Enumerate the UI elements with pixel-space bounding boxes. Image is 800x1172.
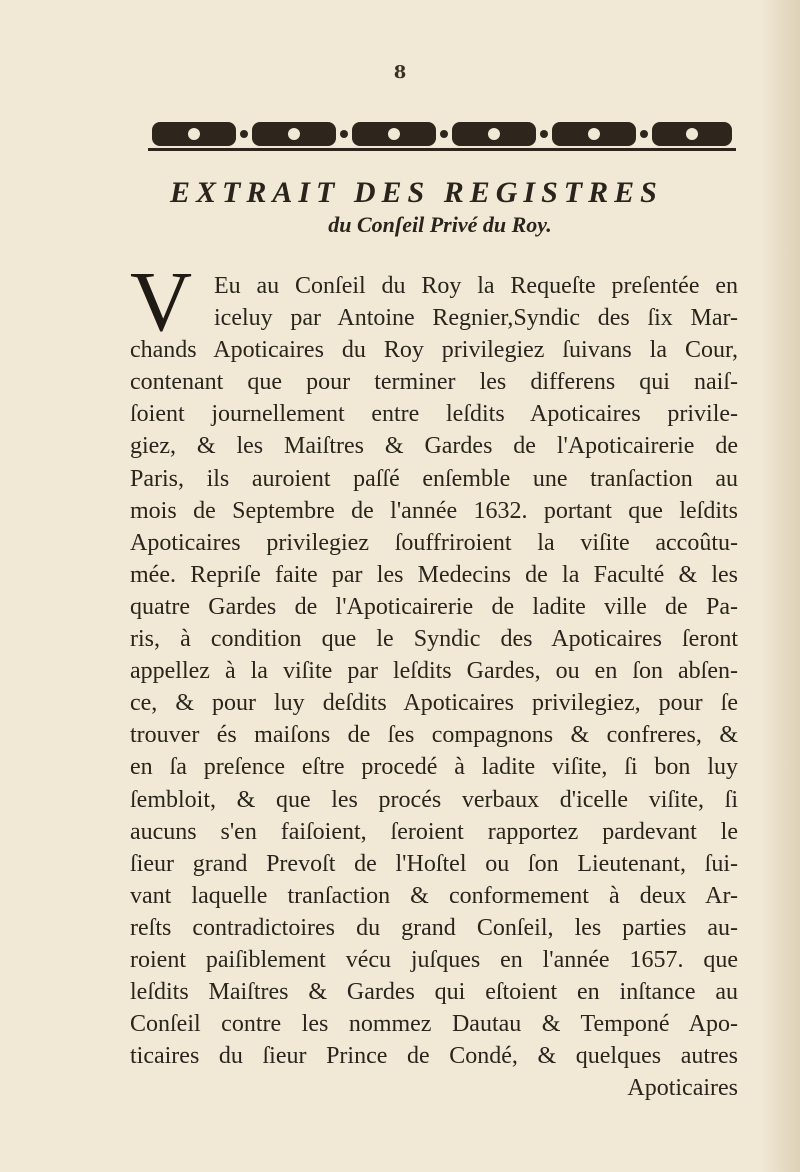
text-line: mée. Repriſe faite par les Medecins de la Faculté & les: [130, 561, 738, 588]
text-line: leſdits Maiſtres & Gardes qui eſtoient en inſtance au: [130, 979, 738, 1006]
text-line: en ſa preſence eſtre procedé à ladite viſite, ſi bon luy: [130, 754, 738, 781]
text-line: chands Apoticaires du Roy privilegiez ſuivans la Cour,: [130, 337, 738, 364]
text-line: reſts contradictoires du grand Conſeil, les parties au-: [130, 914, 738, 941]
text-line: appellez à la viſite par leſdits Gardes, ou en ſon abſen-: [130, 658, 738, 685]
text-line: vant laquelle tranſaction & conformement à deux Ar-: [130, 882, 738, 909]
catchword: Apoticaires: [627, 1075, 738, 1102]
text-line: ſieur grand Prevoſt de l'Hoſtel ou ſon Lieutenant, ſui-: [130, 850, 738, 877]
text-line: Apoticaires privilegiez ſouffriroient la viſite accoûtu-: [130, 529, 738, 556]
document-subtitle: du Conſeil Privé du Roy.: [328, 212, 552, 237]
text-line: giez, & les Maiſtres & Gardes de l'Apoticairerie de: [130, 433, 738, 460]
text-line: Eu au Conſeil du Roy la Requeſte preſentée en: [214, 273, 738, 299]
page-edge-shading: [760, 0, 800, 1172]
text-line: ſembloit, & que les procés verbaux d'icelle viſite, ſi: [130, 786, 738, 813]
text-line: ticaires du ſieur Prince de Condé, & quelques autres: [130, 1043, 738, 1070]
text-line: roient paiſiblement vécu juſques en l'année 1657. que: [130, 946, 738, 973]
text-line: iceluy par Antoine Regnier,Syndic des ſix Mar-: [214, 305, 738, 332]
text-line: Conſeil contre les nommez Dautau & Temponé Apo-: [130, 1011, 738, 1038]
document-title: EXTRAIT DES REGISTRES: [170, 176, 663, 209]
ornamental-headband: [148, 118, 736, 158]
text-line: mois de Septembre de l'année 1632. portant que leſdits: [130, 497, 738, 524]
text-line: aucuns s'en faiſoient, ſeroient rapportez pardevant le: [130, 818, 738, 845]
text-line: ſoient journellement entre leſdits Apoticaires privile-: [130, 401, 738, 428]
text-line: quatre Gardes de l'Apoticairerie de ladite ville de Pa-: [130, 593, 738, 620]
body-text: [130, 270, 738, 1104]
text-line: contenant que pour terminer les differens qui naiſ-: [130, 369, 738, 396]
text-line: ce, & pour luy deſdits Apoticaires privilegiez, pour ſe: [130, 690, 738, 717]
text-line: ris, à condition que le Syndic des Apoticaires ſeront: [130, 626, 738, 653]
drop-cap-initial: V: [130, 253, 193, 349]
text-line: Paris, ils auroient paſſé enſemble une tranſaction au: [130, 465, 738, 492]
page-signature-mark: 8: [393, 62, 407, 83]
text-line: trouver és maiſons de ſes compagnons & confreres, &: [130, 722, 738, 749]
